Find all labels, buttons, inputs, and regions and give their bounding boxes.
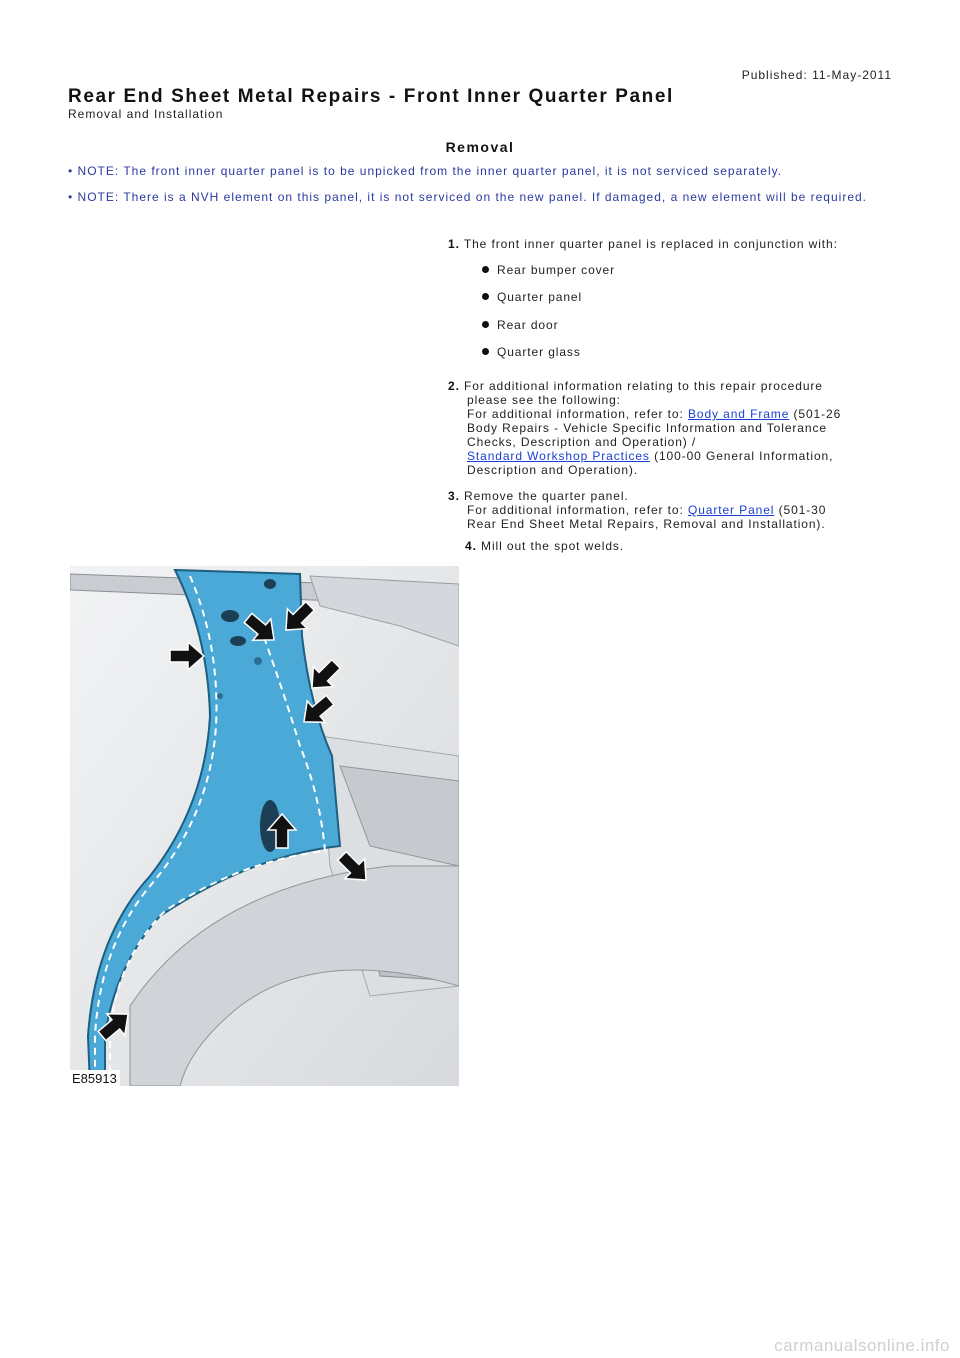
list-item: Quarter panel [482, 290, 582, 304]
step-1 [448, 237, 888, 251]
note-2: • NOTE: There is a NVH element on this panel, it is not serviced on the new panel. If damaged, a new element will be required. [68, 190, 867, 204]
step-number: 2. [448, 379, 460, 393]
step-number: 4. [465, 539, 477, 553]
standard-workshop-practices-link[interactable]: Standard Workshop Practices [467, 449, 650, 463]
page-title: Rear End Sheet Metal Repairs - Front Inner Quarter Panel [68, 86, 674, 107]
panel-illustration [70, 566, 459, 1086]
section-title: Removal [445, 139, 515, 155]
step-number: 3. [448, 489, 460, 503]
step-4 [465, 539, 905, 553]
step-text: The front inner quarter panel is replaced in conjunction with: [463, 237, 838, 251]
list-item: Rear door [482, 318, 558, 332]
step-2: 2. For additional information relating to this repair procedure please see the following: For additional information, refer to: Body and Frame (501-26 Body Repairs - Vehicle Specific Information and Tolerance Checks, Description and Operation) / Standard Workshop Practices (100-00 General Information, Description and Operation). [448, 379, 842, 477]
list-item: Rear bumper cover [482, 263, 615, 277]
published-date: Published: 11-May-2011 [741, 68, 892, 82]
bullet-icon [482, 266, 489, 273]
bullet-icon [482, 348, 489, 355]
page-subtitle: Removal and Installation [68, 107, 224, 121]
quarter-panel-link[interactable]: Quarter Panel [687, 503, 775, 517]
figure-label: E85913 [70, 1070, 120, 1086]
step-text: Mill out the spot welds. [481, 539, 625, 553]
bullet-icon [482, 293, 489, 300]
illustration-inner-quarter-panel [70, 566, 459, 1086]
bullet-icon [482, 321, 489, 328]
list-item: Quarter glass [482, 345, 581, 359]
step-3: 3. Remove the quarter panel. For additional information, refer to: Quarter Panel (501-30 Rear End Sheet Metal Repairs, Removal and Installation). [448, 489, 827, 531]
note-1: • NOTE: The front inner quarter panel is to be unpicked from the inner quarter panel, it is not serviced separately. [68, 164, 783, 178]
body-and-frame-link[interactable]: Body and Frame [687, 407, 790, 421]
step-number: 1. [448, 237, 460, 251]
watermark: carmanualsonline.info [774, 1336, 950, 1355]
